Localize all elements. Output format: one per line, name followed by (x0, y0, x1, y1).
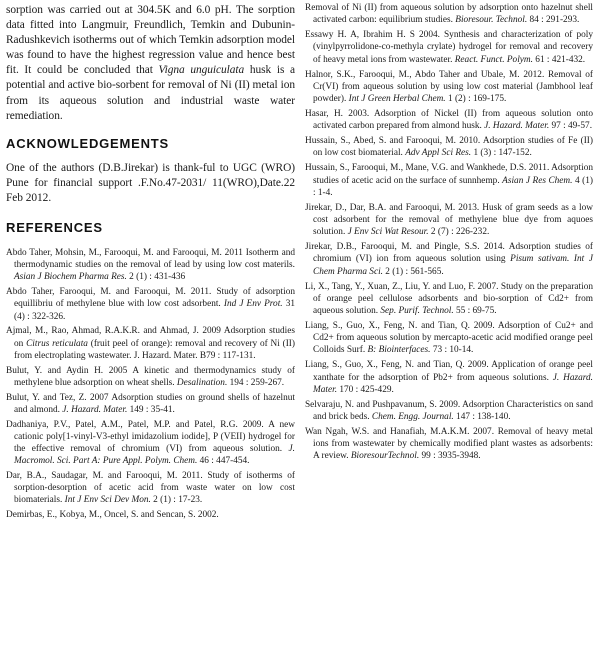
reference-journal: Bioresour. Technol. (455, 15, 528, 26)
references-list-right (305, 2, 593, 463)
reference-text: Wan Ngah, W.S. and Hanafiah, M.A.K.M. 2007. Removal of heavy metal ions from wastewater by chemically modified plant wastes as adsorbents: A review. (305, 427, 593, 462)
reference-journal: Asian J Res Chem. (502, 175, 573, 186)
reference-item (305, 426, 593, 463)
reference-details: 170 : 425-429. (337, 384, 394, 395)
reference-journal: Int J Env Sci Dev Mon. (64, 495, 151, 506)
reference-details: 1 (2) : 169-175. (445, 94, 507, 105)
reference-item (6, 247, 295, 284)
reference-journal: Sep. Purif. Technol. (380, 306, 454, 317)
reference-details: 2 (1) : 17-23. (150, 495, 203, 506)
reference-journal: BioresourTechnol. (350, 451, 420, 462)
reference-text: Halnor, S.K., Farooqui, M., Abdo Taher and Ubale, M. 2012. Removal of Cr(VI) from aqueous solution by using low cost material (Jambhool leaf powder). (305, 69, 593, 105)
reference-details: 149 : 35-41. (127, 404, 175, 415)
reference-journal: Chem. Engg. Journal. (371, 412, 454, 423)
reference-item (6, 509, 295, 521)
reference-journal: Pisum sativam. Int J Chem Pharma Sci. (313, 254, 593, 277)
reference-item (305, 69, 593, 106)
reference-details: 73 : 10-14. (430, 345, 474, 356)
reference-details: (fruit peel of orange): removal and recovery of Ni (II) from electroplating wastewater. J. Hazard. Mater. B79 : 117-131. (14, 338, 295, 361)
reference-details: 2 (1) : 431-436 (126, 272, 186, 283)
reference-item (305, 162, 593, 199)
reference-journal: Ind J Env Prot. (223, 299, 283, 310)
species-name: Vigna unguiculata (158, 64, 245, 77)
abstract-text-end: husk is a potential and active bio-sorbent for removal of Ni (II) metal ion from its aqueous solution and industrial waste water remediation. (6, 64, 295, 122)
reference-text: Jirekar, D.B., Farooqui, M. and Pingle, S.S. 2014. Adsorption studies of chromium (VI) ion from aqueous solution using (305, 242, 593, 265)
reference-details: 97 : 49-57. (549, 121, 593, 132)
reference-item (305, 399, 593, 423)
reference-item (305, 202, 593, 239)
references-list-left (6, 247, 295, 521)
reference-item (305, 241, 593, 278)
reference-text: Bulut, Y. and Tez, Z. 2007 Adsorption studies on ground shells of hazelnut and almond. (6, 392, 295, 415)
reference-text: Liang, S., Guo, X., Feng, N. and Tian, Q. 2009. Adsorption of Cu2+ and Cd2+ from aqueous solution by mercapto-acetic acid modified orange peel Colloids Surf. (305, 321, 593, 356)
left-column (6, 0, 295, 524)
reference-journal: Desalination. (176, 377, 228, 388)
reference-item (6, 365, 295, 389)
reference-text: Abdo Taher, Mohsin, M., Farooqui, M. and Farooqui, M. 2011 Isotherm and thermodynamic studies on the removal of lead by using low cost materils. (6, 248, 295, 271)
reference-item (305, 281, 593, 318)
reference-details: 2 (7) : 226-232. (428, 227, 490, 238)
acknowledgements-text: One of the authors (D.B.Jirekar) is thank-ful to UGC (WRO) Pune for financial support .F.No.47-2031/ 11(WRO),Date.22 Feb 2012. (6, 161, 295, 204)
reference-item (6, 392, 295, 416)
reference-details: 1 (3) : 147-152. (471, 148, 532, 159)
reference-details: 2 (1) : 561-565. (382, 266, 444, 277)
reference-journal: J. Macromol. Sci. Part A: Pure Appl. Polym. Chem. (14, 444, 295, 467)
reference-text: Demirbas, E., Kobya, M., Oncel, S. and Sencan, S. 2002. (6, 510, 219, 521)
reference-text: Dadhaniya, P.V., Patel, A.M., Patel, M.P. and Patel, R.G. 2009. A new cationic poly[1-vinyl-V3-ethyl imidazolium iodide], P (VEII) hydrogel for the effective removal of chromium (VI) from aqueous solution. (6, 419, 295, 455)
reference-journal: Asian J Biochem Pharma Res. (14, 272, 127, 283)
reference-item (305, 2, 593, 26)
reference-item (6, 286, 295, 323)
reference-text: Hussain, S., Farooqui, M., Mane, V.G. and Wankhede, D.S. 2011. Adsorption studies of acetic acid on the surface of sunnhemp. (305, 163, 593, 186)
abstract-tail-paragraph (6, 3, 295, 124)
reference-details: 55 : 69-75. (453, 306, 497, 317)
references-heading: REFERENCES (6, 220, 103, 236)
reference-journal: B: Biointerfaces. (367, 345, 431, 356)
acknowledgements-heading: ACKNOWLEDGEMENTS (6, 135, 170, 151)
reference-details: 84 : 291-293. (527, 15, 580, 26)
reference-text: Bulut, Y. and Aydin H. 2005 A kinetic and thermodynamics study of methylene blue adsorption on wheat shells. (6, 365, 295, 388)
reference-journal: J. Hazard. Mater. (484, 121, 550, 132)
reference-text: Essawy H. A, Ibrahim H. S 2004. Synthesis and characterization of poly (vinylpyrrolidone-co-methyla crylate) hydrogel for removal and recovery of heavy metal ions from wastewater. (305, 30, 593, 65)
reference-text: Liang, S., Guo, X., Feng, N. and Tian, Q. 2009. Application of orange peel xanthate for the adsorption of Pb2+ from aqueous solutions. (305, 360, 593, 383)
reference-details: 31 (4) : 322-326. (14, 299, 296, 322)
reference-details: 99 : 3935-3948. (419, 451, 481, 462)
reference-details: 194 : 259-267. (227, 377, 285, 388)
reference-journal: J. Hazard. Mater. (313, 372, 594, 395)
reference-item (305, 135, 593, 159)
reference-details: 61 : 421-432. (532, 54, 586, 65)
reference-journal: J Env Sci Wat Resour. (347, 227, 429, 238)
reference-item (305, 108, 593, 132)
reference-text: Ajmal, M., Rao, Ahmad, R.A.K.R. and Ahmad, J. 2009 Adsorption studies on (6, 326, 295, 349)
reference-text: Abdo Taher, Farooqui, M. and Farooqui, M. 2011. Study of adsorption equillibriu of methylene blue with low cost adsorbent. (6, 287, 295, 310)
reference-text: Hussain, S., Abed, S. and Farooqui, M. 2010. Adsorption studies of Fe (II) on low cost biomaterial. (305, 136, 593, 159)
reference-journal: React. Funct. Polym. (454, 54, 533, 65)
abstract-text: sorption was carried out at 304.5K and 6.0 pH. The sorption data fitted into Langmuir, Freundlich, Temkin and Dubunin-Radushkevich isotherms out of which Temkin adsorption model was found to have the highest regression value and hence best fit. It could be concluded that (6, 4, 295, 77)
reference-item (305, 359, 593, 396)
reference-journal: J. Hazard. Mater. (62, 404, 128, 415)
reference-text: Selvaraju, N. and Pushpavanum, S. 2009. Adsorption Characteristics on sand and brick beds. (305, 399, 593, 423)
reference-item (6, 325, 295, 362)
reference-text: Li, X., Tang, Y., Xuan, Z., Liu, Y. and Luo, F. 2007. Study on the preparation of orange peel cellulose adsorbents and bio-sorption of Cd2+ from aqueous solution. (305, 281, 593, 317)
right-column (305, 0, 593, 465)
reference-item (6, 470, 295, 507)
reference-journal: Adv Appl Sci Res. (405, 148, 472, 159)
reference-text: Dar, B.A., Saudagar, M. and Farooqui, M. 2011. Study of isotherms of sorption-desorption of acetic acid from waste water on low cost biomaterials. (6, 471, 295, 506)
reference-journal: Int J Green Herbal Chem. (348, 94, 446, 105)
reference-text: Jirekar, D., Dar, B.A. and Farooqui, M. 2013. Husk of gram seeds as a low cost adsorbent for the removal of methylene blue dye from aquoes solution. (305, 202, 593, 238)
reference-journal: Citrus reticulata (26, 338, 88, 349)
reference-item (305, 29, 593, 66)
reference-details: 4 (1) : 1-4. (313, 175, 593, 198)
reference-item (305, 320, 593, 357)
reference-text: Removal of Ni (II) from aqueous solution by adsorption onto hazelnut shell activated carbon: equilibrium studies. (305, 3, 593, 26)
reference-details: 147 : 138-140. (453, 412, 511, 423)
reference-details: 46 : 447-454. (197, 456, 250, 467)
reference-text: Hasar, H. 2003. Adsorption of Nickel (II) from aqueous solution onto activated carbon prepared from almond husk. (305, 109, 593, 132)
reference-item (6, 419, 295, 468)
